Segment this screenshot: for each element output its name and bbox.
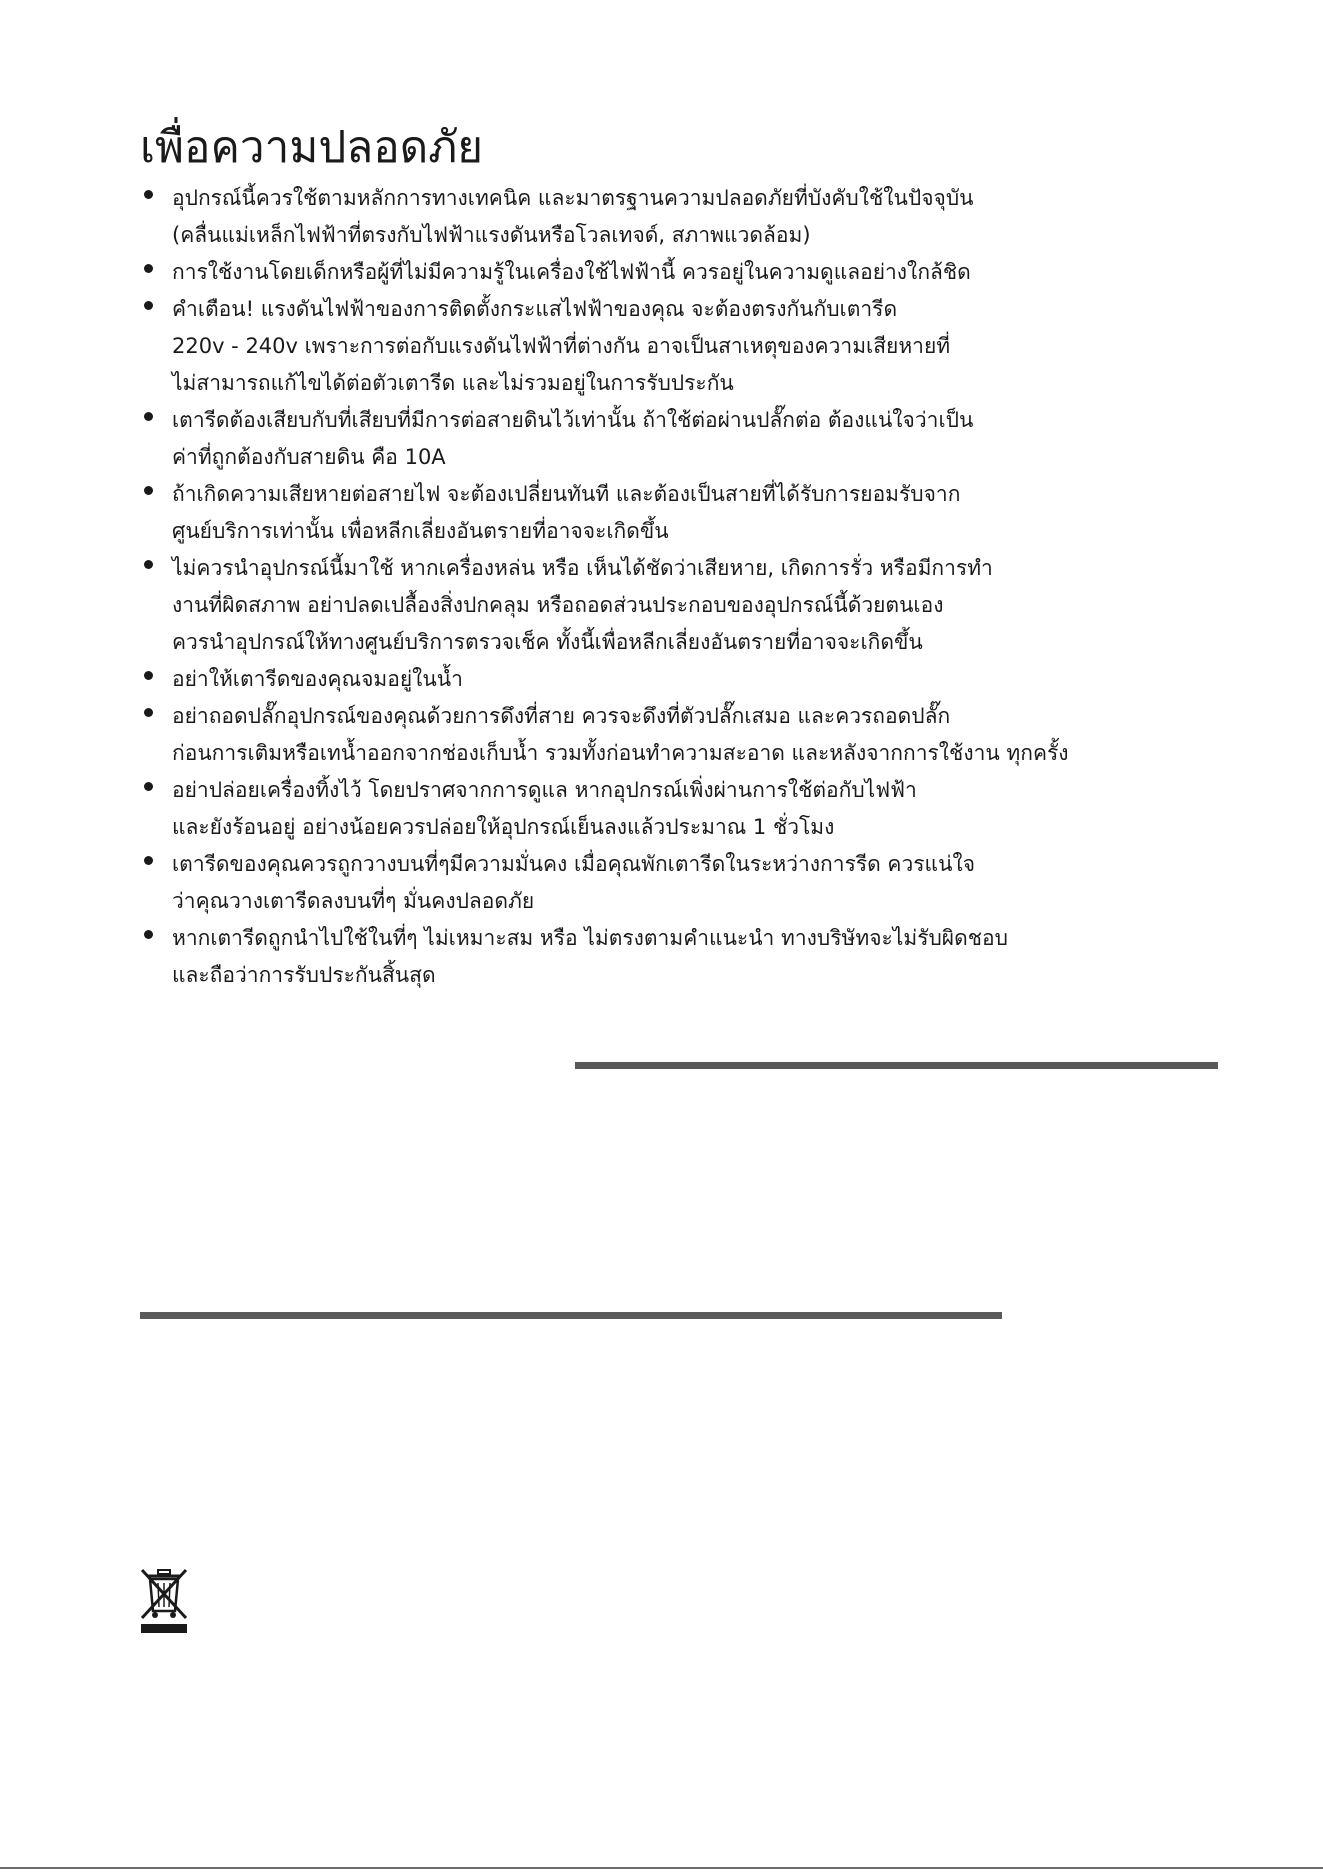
safety-item-text: ไม่สามารถแก้ไขได้ต่อตัวเตารีด และไม่รวมอยู่ในการรับประกัน bbox=[172, 371, 734, 395]
bullet-icon bbox=[144, 856, 153, 865]
safety-item bbox=[140, 661, 1140, 698]
safety-list bbox=[140, 180, 1140, 994]
safety-item-text: ค่าที่ถูกต้องกับสายดิน คือ 10A bbox=[172, 445, 446, 469]
safety-item bbox=[140, 550, 1140, 661]
safety-item-text: ก่อนการเติมหรือเทน้ำออกจากช่องเก็บน้ำ รวมทั้งก่อนทำความสะอาด และหลังจากการใช้งาน ทุกครั้ง bbox=[172, 741, 1069, 765]
bullet-icon bbox=[144, 412, 153, 421]
safety-item-text: อย่าให้เตารีดของคุณจมอยู่ในน้ำ bbox=[172, 667, 463, 691]
safety-item bbox=[140, 254, 1140, 291]
bullet-icon bbox=[144, 486, 153, 495]
safety-item bbox=[140, 476, 1140, 550]
safety-item-text: และถือว่าการรับประกันสิ้นสุด bbox=[172, 963, 436, 987]
safety-item-text: งานที่ผิดสภาพ อย่าปลดเปลื้องสิ่งปกคลุม หรือถอดส่วนประกอบของอุปกรณ์นี้ด้วยตนเอง bbox=[172, 593, 944, 617]
safety-item bbox=[140, 772, 1140, 846]
safety-item-text: อุปกรณ์นี้ควรใช้ตามหลักการทางเทคนิค และมาตรฐานความปลอดภัยที่บังคับใช้ในปัจจุบัน bbox=[172, 186, 974, 210]
divider-top bbox=[575, 1062, 1218, 1069]
safety-item bbox=[140, 180, 1140, 254]
safety-item-text: ศูนย์บริการเท่านั้น เพื่อหลีกเลี่ยงอันตรายที่อาจจะเกิดขึ้น bbox=[172, 519, 669, 543]
safety-item-text: 220v - 240v เพราะการต่อกับแรงดันไฟฟ้าที่ต่างกัน อาจเป็นสาเหตุของความเสียหายที่ bbox=[172, 334, 951, 358]
safety-item-text: การใช้งานโดยเด็กหรือผู้ที่ไม่มีความรู้ในเครื่องใช้ไฟฟ้านี้ ควรอยู่ในความดูแลอย่างใกล้ชิด bbox=[172, 260, 971, 284]
safety-item bbox=[140, 698, 1140, 772]
bullet-icon bbox=[144, 264, 153, 273]
safety-item-text: คำเตือน! แรงดันไฟฟ้าของการติดตั้งกระแสไฟฟ้าของคุณ จะต้องตรงกันกับเตารีด bbox=[172, 297, 898, 321]
crossed-out-wheeled-bin-icon bbox=[138, 1568, 190, 1634]
divider-bottom bbox=[140, 1312, 1002, 1319]
bullet-icon bbox=[144, 301, 153, 310]
safety-item bbox=[140, 920, 1140, 994]
safety-item-text: ควรนำอุปกรณ์ให้ทางศูนย์บริการตรวจเช็ค ทั้งนี้เพื่อหลีกเลี่ยงอันตรายที่อาจจะเกิดขึ้น bbox=[172, 630, 923, 654]
bullet-icon bbox=[144, 190, 153, 199]
safety-item-text: ถ้าเกิดความเสียหายต่อสายไฟ จะต้องเปลี่ยนทันที และต้องเป็นสายที่ได้รับการยอมรับจาก bbox=[172, 482, 961, 506]
safety-item bbox=[140, 402, 1140, 476]
bullet-icon bbox=[144, 930, 153, 939]
safety-item-text: เตารีดต้องเสียบกับที่เสียบที่มีการต่อสายดินไว้เท่านั้น ถ้าใช้ต่อผ่านปลั๊กต่อ ต้องแน่ใจว่าเป็น bbox=[172, 408, 974, 432]
bullet-icon bbox=[144, 708, 153, 717]
safety-item-text: (คลื่นแม่เหล็กไฟฟ้าที่ตรงกับไฟฟ้าแรงดันหรือโวลเทจด์, สภาพแวดล้อม) bbox=[172, 223, 811, 247]
bullet-icon bbox=[144, 560, 153, 569]
safety-item-text: หากเตารีดถูกนำไปใช้ในที่ๆ ไม่เหมาะสม หรือ ไม่ตรงตามคำแนะนำ ทางบริษัทจะไม่รับผิดชอบ bbox=[172, 926, 1008, 950]
safety-item-text: ไม่ควรนำอุปกรณ์นี้มาใช้ หากเครื่องหล่น หรือ เห็นได้ชัดว่าเสียหาย, เกิดการรั่ว หรือมีการทำ bbox=[172, 556, 993, 580]
safety-item-text: เตารีดของคุณควรถูกวางบนที่ๆมีความมั่นคง เมื่อคุณพักเตารีดในระหว่างการรีด ควรแน่ใจ bbox=[172, 852, 976, 876]
safety-item bbox=[140, 846, 1140, 920]
footer-rule bbox=[0, 1867, 1323, 1869]
safety-item bbox=[140, 291, 1140, 402]
safety-item-text: ว่าคุณวางเตารีดลงบนที่ๆ มั่นคงปลอดภัย bbox=[172, 889, 535, 913]
page-title: เพื่อความปลอดภัย bbox=[140, 122, 483, 173]
safety-item-text: อย่าปล่อยเครื่องทิ้งไว้ โดยปราศจากการดูแล หากอุปกรณ์เพิ่งผ่านการใช้ต่อกับไฟฟ้า bbox=[172, 778, 917, 802]
safety-item-text: และยังร้อนอยู่ อย่างน้อยควรปล่อยให้อุปกรณ์เย็นลงแล้วประมาณ 1 ชั่วโมง bbox=[172, 815, 835, 839]
bullet-icon bbox=[144, 671, 153, 680]
safety-item-text: อย่าถอดปลั๊กอุปกรณ์ของคุณด้วยการดึงที่สาย ควรจะดึงที่ตัวปลั๊กเสมอ และควรถอดปลั๊ก bbox=[172, 704, 951, 728]
bullet-icon bbox=[144, 782, 153, 791]
